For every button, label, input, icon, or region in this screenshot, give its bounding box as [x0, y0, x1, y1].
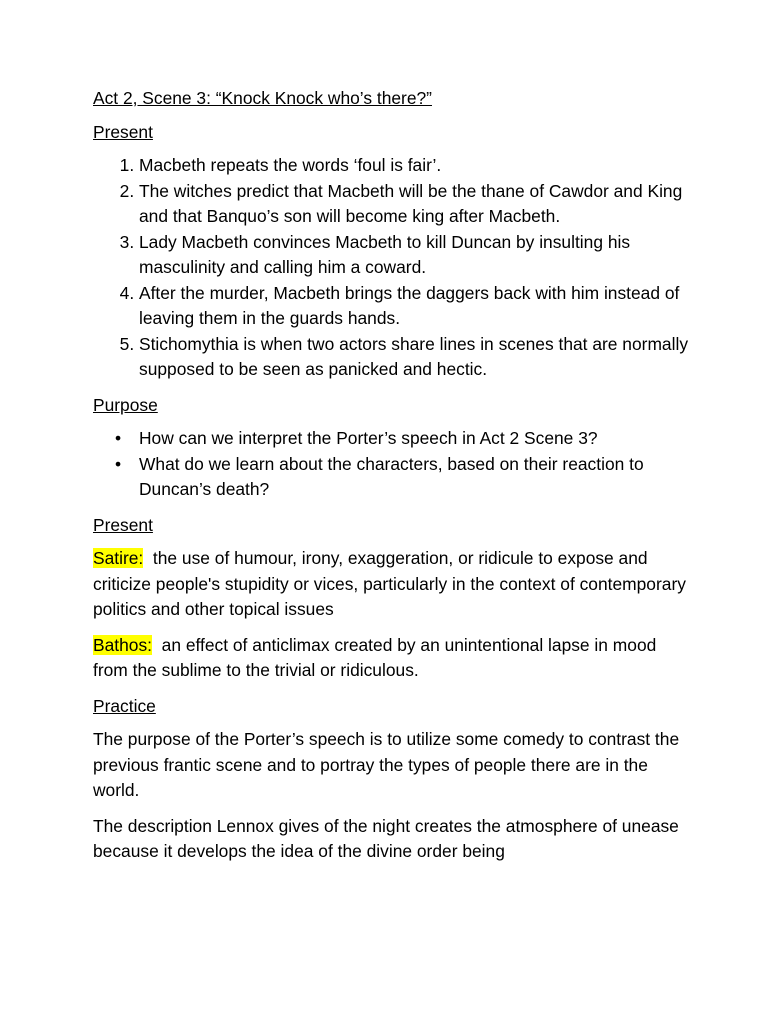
purpose-question: What do we learn about the characters, based on their reaction to Duncan’s death? — [139, 453, 644, 499]
satire-term: Satire: — [93, 548, 144, 568]
satire-text: the use of humour, irony, exaggeration, or ridicule to expose and criticize people's stupidity or vices, particularly in the context of contemporary politics and other topical issues — [93, 548, 691, 619]
purpose-heading: Purpose — [93, 394, 158, 415]
purpose-list — [93, 426, 693, 503]
practice-paragraph: The purpose of the Porter’s speech is to utilize some comedy to contrast the previous frantic scene and to portray the types of people there are in the world. — [93, 729, 680, 800]
list-item: 4. After the murder, Macbeth brings the daggers back with him instead of leaving them in the guards hands. — [139, 281, 693, 332]
page-title: Act 2, Scene 3: “Knock Knock who’s there?” — [93, 88, 432, 108]
bathos-text: an effect of anticlimax created by an unintentional lapse in mood from the sublime to the trivial or ridiculous. — [93, 634, 662, 680]
purpose-question: How can we interpret the Porter’s speech in Act 2 Scene 3? — [139, 428, 598, 448]
list-item: 5. Stichomythia is when two actors share lines in scenes that are normally supposed to be seen as panicked and hectic. — [139, 332, 693, 383]
practice-paragraph: The description Lennox gives of the night creates the atmosphere of unease because it develops the idea of the divine order being — [93, 815, 679, 861]
present-heading-2: Present — [93, 514, 153, 535]
present-list — [93, 153, 693, 383]
present-heading: Present — [93, 121, 153, 142]
list-item — [115, 426, 693, 452]
bullet-icon: • — [115, 453, 122, 474]
bullet-icon: • — [115, 428, 122, 448]
list-item: 2. The witches predict that Macbeth will be the thane of Cawdor and King and that Banquo’s son will become king after Macbeth. — [139, 179, 693, 230]
list-item: 1. Macbeth repeats the words ‘foul is fair’. — [139, 153, 693, 179]
list-item: 3. Lady Macbeth convinces Macbeth to kill Duncan by insulting his masculinity and calling him a coward. — [139, 230, 693, 281]
list-item — [115, 452, 693, 503]
bathos-definition — [93, 633, 693, 684]
document-page — [93, 86, 693, 875]
bathos-term: Bathos: — [93, 634, 152, 655]
practice-heading: Practice — [93, 695, 156, 716]
satire-definition — [93, 546, 693, 623]
